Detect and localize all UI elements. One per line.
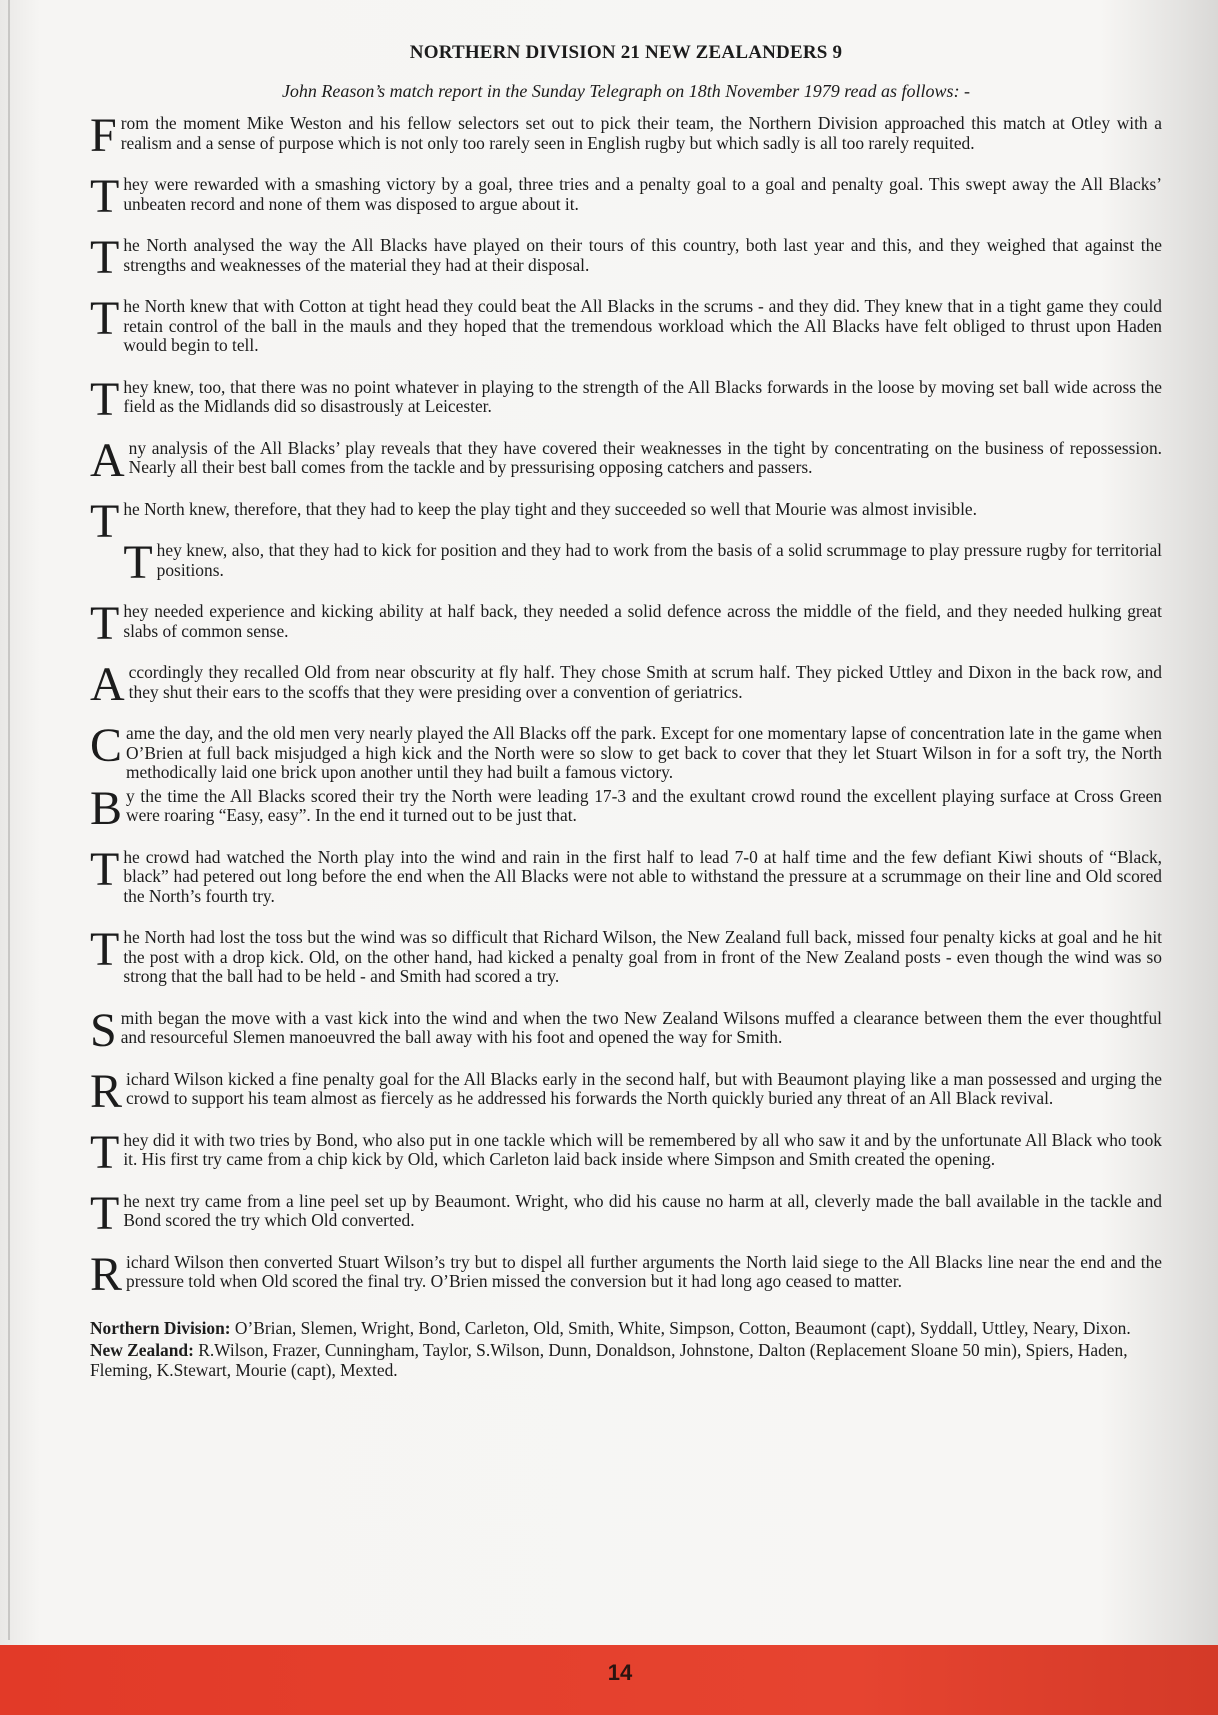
drop-cap: T [90, 842, 120, 896]
drop-cap: T [90, 372, 120, 426]
paragraph [90, 1064, 1162, 1118]
drop-cap: T [90, 494, 120, 548]
drop-cap: T [90, 170, 120, 223]
paragraph-text: mith began the move with a vast kick into the wind and when the two New Zealand Wilsons muffed a clearance between them the ever thoughtful and resourceful Slemen manoeuvred the ball away with his foot and opened the way for Smith. [120, 1007, 1162, 1047]
paragraph-text: hey were rewarded with a smashing victory by a goal, three tries and a penalty goal to a goal and penalty goal. This swept away the All Blacks’ unbeaten record and none of them was disposed to argue about it. [123, 174, 1162, 214]
drop-cap: T [90, 923, 120, 976]
northern-division-players: O’Brian, Slemen, Wright, Bond, Carleton, Old, Smith, White, Simpson, Cotton, Beaumont (capt), Syddall, Uttley, Neary, Dixon. [230, 1317, 1131, 1338]
new-zealand-lineup [90, 1340, 1162, 1380]
paragraph-text: hey knew, also, that they had to kick for position and they had to work from the basis of a solid scrummage to play pressure rugby for territorial positions. [156, 540, 1162, 580]
paragraph-text: ccordingly they recalled Old from near obscurity at fly half. They chose Smith at scrum half. They picked Uttley and Dixon in the back row, and they shut their ears to the scoffs that they were presiding over a convention of geriatrics. [128, 662, 1162, 702]
drop-cap: A [90, 658, 125, 711]
paragraph [90, 433, 1162, 487]
drop-cap: R [90, 1247, 123, 1301]
page-number: 14 [607, 1660, 633, 1685]
drop-cap: T [90, 1186, 120, 1240]
paragraph [90, 109, 1162, 162]
paragraph [90, 597, 1162, 650]
paragraph [90, 1247, 1162, 1301]
paragraph-text: he North knew that with Cotton at tight head they could beat the All Blacks in the scrums - and they did. They knew that in a tight game they could retain control of the ball in the mauls and they hoped that the tremendous workload which the All Blacks have felt obliged to thrust upon Haden would begin to tell. [123, 296, 1162, 355]
northern-division-lineup [90, 1318, 1162, 1338]
paragraph-text: ichard Wilson then converted Stuart Wilson’s try but to dispel all further arguments the North laid siege to the All Blacks line near the end and the pressure told when Old scored the final try. O’Brien missed the conversion but it had long ago ceased to matter. [126, 1251, 1162, 1291]
team-lineups [90, 1318, 1162, 1380]
paragraph-text: ichard Wilson kicked a fine penalty goal for the All Blacks early in the second half, but with Beaumont playing like a man possessed and urging the crowd to support his team almost as fiercely as he addressed his forwards the North quickly buried any threat of an All Black revival. [126, 1068, 1162, 1108]
paragraph [90, 719, 1162, 783]
drop-cap: T [90, 231, 120, 284]
paragraph [90, 536, 1162, 589]
paragraph [90, 1186, 1162, 1240]
paragraph-text: rom the moment Mike Weston and his fellow selectors set out to pick their team, the Northern Division approached this match at Otley with a realism and a sense of purpose which is not only too rarely seen in English rugby but which sadly is all too rarely requited. [120, 113, 1162, 153]
article-body [90, 109, 1162, 1301]
paragraph-text: hey did it with two tries by Bond, who also put in one tackle which will be remembered by all who saw it and by the unfortunate All Black who took it. His first try came from a chip kick by Old, which Carleton laid back inside where Simpson and Smith created the opening. [123, 1129, 1162, 1169]
drop-cap: T [123, 536, 153, 589]
drop-cap: R [90, 1064, 123, 1118]
paragraph-text: he crowd had watched the North play into the wind and rain in the first half to lead 7-0 at half time and the few defiant Kiwi shouts of “Black, black” had petered out long before the end when the All Blacks were not able to withstand the pressure at a scrummage on their line and Old scored the North’s fourth try. [123, 846, 1162, 906]
paragraph-text: ame the day, and the old men very nearly played the All Blacks off the park. Except for one momentary lapse of concentration late in the game when O’Brien at full back misjudged a high kick and the North were so slow to get back to cover that they let Stuart Wilson in for a soft try, the North methodically laid one brick upon another until they had built a famous victory. [126, 723, 1162, 782]
paragraph-text: he North analysed the way the All Blacks have played on their tours of this country, both last year and this, and they weighed that against the strengths and weaknesses of the material they had at their disposal. [123, 235, 1162, 275]
drop-cap: A [90, 433, 125, 487]
drop-cap: F [90, 109, 117, 162]
article [90, 40, 1162, 1382]
paragraph-text: he North knew, therefore, that they had to keep the play tight and they succeeded so well that Mourie was almost invisible. [123, 498, 977, 519]
paragraph [90, 658, 1162, 711]
paragraph-text: hey knew, too, that there was no point whatever in playing to the strength of the All Blacks forwards in the loose by moving set ball wide across the field as the Midlands did so disastrously at Leicester. [123, 376, 1162, 416]
northern-division-label: Northern Division: [90, 1317, 231, 1338]
paragraph [90, 842, 1162, 907]
article-subtitle: John Reason’s match report in the Sunday Telegraph on 18th November 1979 read as follows: - [281, 81, 971, 101]
paragraph [90, 1003, 1162, 1057]
new-zealand-label: New Zealand: [90, 1339, 194, 1360]
paragraph [90, 494, 1162, 548]
drop-cap: S [90, 1003, 117, 1057]
paragraph-text: hey needed experience and kicking ability at half back, they needed a solid defence across the middle of the field, and they needed hulking great slabs of common sense. [123, 601, 1162, 641]
paragraph-text: ny analysis of the All Blacks’ play reveals that they have covered their weaknesses in the tight by concentrating on the business of repossession. Nearly all their best ball comes from the tackle and by pressurising opposing catchers and passers. [128, 437, 1162, 477]
paragraph [90, 923, 1162, 987]
new-zealand-players: R.Wilson, Frazer, Cunningham, Taylor, S.Wilson, Dunn, Donaldson, Johnstone, Dalton (Replacement Sloane 50 min), Spiers, Haden, Fleming, K.Stewart, Mourie (capt), Mexted. [90, 1339, 1128, 1380]
article-title: NORTHERN DIVISION 21 NEW ZEALANDERS 9 [409, 42, 843, 63]
paragraph-text: he North had lost the toss but the wind was so difficult that Richard Wilson, the New Zealand full back, missed four penalty kicks at goal and he hit the post with a drop kick. Old, on the other hand, had kicked a penalty goal from in front of the New Zealand posts - even though the wind was so strong that the ball had to be held - and Smith had scored a try. [123, 927, 1162, 986]
drop-cap: T [90, 292, 120, 345]
paragraph [90, 781, 1162, 835]
paragraph [90, 170, 1162, 223]
drop-cap: C [90, 719, 123, 772]
drop-cap: T [90, 597, 120, 650]
drop-cap: T [90, 1125, 120, 1179]
binding-edge [8, 0, 10, 1640]
paragraph [90, 292, 1162, 356]
paragraph-text: he next try came from a line peel set up by Beaumont. Wright, who did his cause no harm at all, cleverly made the ball available in the tackle and Bond scored the try which Old converted. [123, 1190, 1162, 1230]
paragraph [90, 372, 1162, 426]
paragraph [90, 231, 1162, 284]
drop-cap: B [90, 781, 123, 835]
paragraph [90, 1125, 1162, 1179]
paragraph-text: y the time the All Blacks scored their try the North were leading 17-3 and the exultant crowd round the excellent playing surface at Cross Green were roaring “Easy, easy”. In the end it turned out to be just that. [126, 785, 1162, 825]
